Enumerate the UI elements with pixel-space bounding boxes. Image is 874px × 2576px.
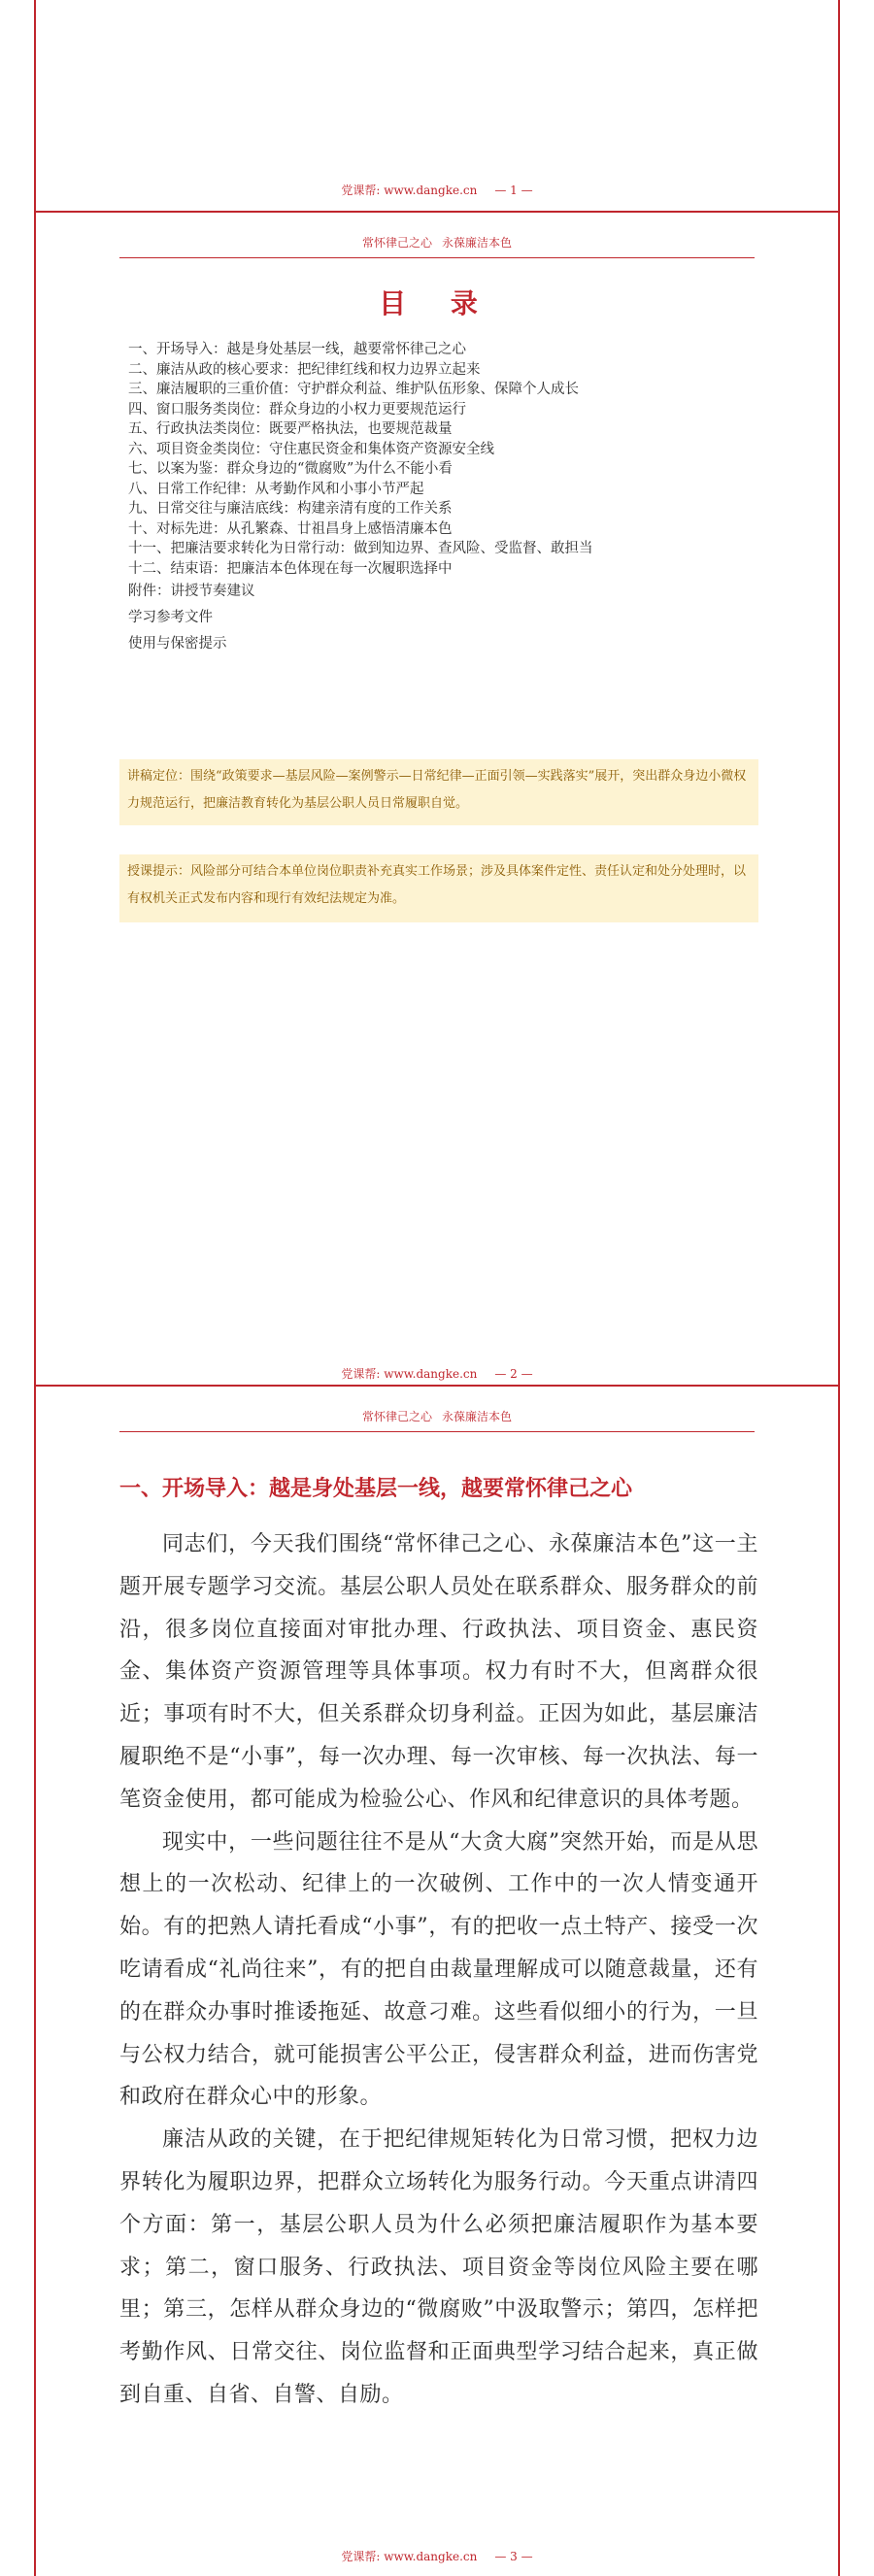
toc-item[interactable]: 七、以案为鉴：群众身边的“微腐败”为什么不能小看 (128, 461, 453, 477)
header-right: 永葆廉洁本色 (442, 236, 513, 250)
toc-item-references[interactable]: 学习参考文件 (128, 610, 213, 625)
toc-item[interactable]: 六、项目资金类岗位：守住惠民资金和集体资产资源安全线 (128, 441, 494, 457)
toc-item[interactable]: 八、日常工作纪律：从考勤作风和小事小节严起 (128, 481, 424, 497)
section-title: 一、开场导入：越是身处基层一线，越要常怀律己之心 (119, 1477, 633, 1501)
footer-site: 党课帮: www.dangke.cn (341, 2550, 478, 2563)
body-paragraph: 同志们，今天我们围绕“常怀律己之心、永葆廉洁本色”这一主题开展专题学习交流。基层公职人员处在联系群众、服务群众的前沿，很多岗位直接面对审批办理、行政执法、项目资金、惠民资金、集体资产资源管理等具体事项。权力有时不大，但离群众很近；事项有时不大，但关系群众切身利益。正因为如此，基层廉洁履职绝不是“小事”，每一次办理、每一次审核、每一次执法、每一笔资金使用，都可能成为检验公心、作风和纪律意识的具体考题。 (119, 1532, 758, 1812)
toc-item[interactable]: 三、廉洁履职的三重价值：守护群众利益、维护队伍形象、保障个人成长 (128, 382, 579, 397)
header-left: 常怀律己之心 (361, 236, 432, 250)
body-paragraph: 廉洁从政的关键，在于把纪律规矩转化为日常习惯，把权力边界转化为履职边界，把群众立场转化为服务行动。今天重点讲清四个方面：第一，基层公职人员为什么必须把廉洁履职作为基本要求；第二，窗口服务、行政执法、项目资金等岗位风险主要在哪里；第三，怎样从群众身边的“微腐败”中汲取警示；第四，怎样把考勤作风、日常交往、岗位监督和正面典型学习结合起来，真正做到自重、自省、自警、自励。 (119, 2127, 758, 2407)
footer-site: 党课帮: www.dangke.cn (341, 184, 478, 197)
toc-item[interactable]: 四、窗口服务类岗位：群众身边的小权力更要规范运行 (128, 401, 466, 418)
toc-item[interactable]: 一、开场导入：越是身处基层一线，越要常怀律己之心 (128, 342, 466, 357)
note-teaching-tips: 授课提示：风险部分可结合本单位岗位职责补充真实工作场景；涉及具体案件定性、责任认定和处分处理时，以有权机关正式发布内容和现行有效纪法规定为准。 (119, 854, 758, 922)
page-number: — 3 — (494, 2550, 533, 2563)
toc-title: 目 录 (379, 287, 495, 319)
footer-site: 党课帮: www.dangke.cn (341, 1367, 478, 1381)
toc-item[interactable]: 二、廉洁从政的核心要求：把纪律红线和权力边界立起来 (128, 361, 481, 378)
page-3 (34, 1387, 840, 2576)
toc-item[interactable]: 五、行政执法类岗位：既要严格执法，也要规范裁量 (128, 421, 453, 437)
page-footer (36, 2548, 838, 2564)
toc-item[interactable]: 九、日常交往与廉洁底线：构建亲清有度的工作关系 (128, 501, 453, 517)
toc-item[interactable]: 十、对标先进：从孔繁森、廿祖昌身上感悟清廉本色 (128, 520, 453, 537)
toc-item[interactable]: 十一、把廉洁要求转化为日常行动：做到知边界、查风险、受监督、敢担当 (128, 541, 593, 556)
toc-item[interactable]: 十二、结束语：把廉洁本色体现在每一次履职选择中 (128, 560, 453, 577)
note-positioning: 讲稿定位：围绕“政策要求—基层风险—案例警示—日常纪律—正面引领—实践落实”展开，突出群众身边小微权力规范运行，把廉洁教育转化为基层公职人员日常履职自觉。 (119, 759, 758, 825)
section-body (119, 1523, 758, 2417)
page-footer (36, 1365, 838, 1382)
toc-item-usage-notes[interactable]: 使用与保密提示 (128, 636, 227, 652)
page-header (119, 234, 755, 258)
header-left: 常怀律己之心 (361, 1410, 432, 1423)
page-number: — 1 — (494, 184, 533, 197)
page-footer (36, 182, 838, 198)
page-number: — 2 — (494, 1367, 533, 1381)
page-1 (34, 0, 840, 211)
page-2 (34, 213, 840, 1385)
body-paragraph: 现实中，一些问题往往不是从“大贪大腐”突然开始，而是从思想上的一次松动、纪律上的一次破例、工作中的一次人情变通开始。有的把熟人请托看成“小事”，有的把收一点土特产、接受一次吃请看成“礼尚往来”，有的把自由裁量理解成可以随意裁量，还有的在群众办事时推诿拖延、故意刁难。这些看似细小的行为，一旦与公权力结合，就可能损害公平公正，侵害群众利益，进而伤害党和政府在群众心中的形象。 (119, 1829, 758, 2110)
toc-list (128, 340, 593, 657)
page-header (119, 1408, 755, 1432)
header-right: 永葆廉洁本色 (442, 1410, 513, 1423)
toc-item-appendix[interactable]: 附件：讲授节奏建议 (128, 584, 255, 599)
